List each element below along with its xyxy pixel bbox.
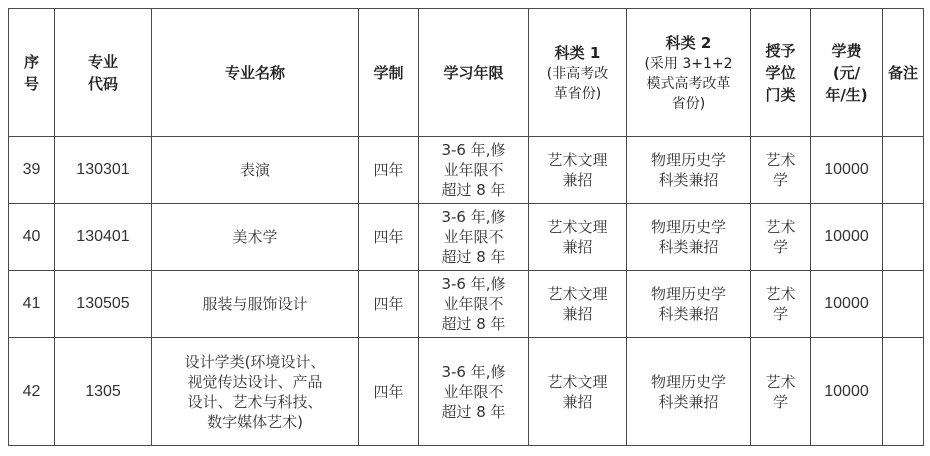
header-years: 学习年限 [419,9,529,137]
cell-remark [883,338,924,446]
table-row [9,204,924,271]
table-row [9,338,924,446]
header-category-2: 科类 2 (采用 3+1+2 模式高考改革 省份) [627,9,751,137]
header-category-1: 科类 1 (非高考改 革省份) [529,9,627,137]
header-code: 专业 代码 [55,9,152,137]
header-seq: 序 号 [9,9,55,137]
cell-fee: 10000 [811,204,883,271]
cell-category-2: 物理历史学 科类兼招 [627,204,751,271]
cell-category-2: 物理历史学 科类兼招 [627,338,751,446]
cell-fee: 10000 [811,137,883,204]
cell-category-1: 艺术文理 兼招 [529,338,627,446]
cell-seq: 41 [9,271,55,338]
cell-duration: 四年 [359,204,419,271]
header-name: 专业名称 [152,9,359,137]
cell-name: 设计学类(环境设计、 视觉传达设计、产品 设计、艺术与科技、 数字媒体艺术) [152,338,359,446]
cell-seq: 39 [9,137,55,204]
cell-degree: 艺术 学 [751,204,811,271]
cell-fee: 10000 [811,338,883,446]
cell-seq: 42 [9,338,55,446]
cell-name: 表演 [152,137,359,204]
cell-years: 3-6 年,修 业年限不 超过 8 年 [419,137,529,204]
cell-remark [883,137,924,204]
table-row [9,137,924,204]
cell-duration: 四年 [359,137,419,204]
cell-remark [883,204,924,271]
cell-degree: 艺术 学 [751,271,811,338]
cell-category-2: 物理历史学 科类兼招 [627,137,751,204]
major-enrollment-table [8,8,924,446]
cell-remark [883,271,924,338]
cell-years: 3-6 年,修 业年限不 超过 8 年 [419,338,529,446]
table-header-row [9,9,924,137]
cell-category-1: 艺术文理 兼招 [529,271,627,338]
cell-years: 3-6 年,修 业年限不 超过 8 年 [419,204,529,271]
header-degree: 授予 学位 门类 [751,9,811,137]
cell-name: 美术学 [152,204,359,271]
cell-degree: 艺术 学 [751,338,811,446]
cell-category-1: 艺术文理 兼招 [529,204,627,271]
cell-category-1: 艺术文理 兼招 [529,137,627,204]
cell-duration: 四年 [359,338,419,446]
header-category-2-note: (采用 3+1+2 模式高考改革 省份) [644,55,733,112]
cell-seq: 40 [9,204,55,271]
cell-degree: 艺术 学 [751,137,811,204]
cell-fee: 10000 [811,271,883,338]
header-category-1-note: (非高考改 革省份) [546,65,609,102]
enrollment-table-container [8,8,924,446]
cell-name: 服装与服饰设计 [152,271,359,338]
header-duration: 学制 [359,9,419,137]
cell-code: 130301 [55,137,152,204]
cell-duration: 四年 [359,271,419,338]
cell-category-2: 物理历史学 科类兼招 [627,271,751,338]
header-fee: 学费 (元/ 年/生) [811,9,883,137]
cell-code: 1305 [55,338,152,446]
cell-code: 130401 [55,204,152,271]
cell-code: 130505 [55,271,152,338]
header-remark: 备注 [883,9,924,137]
cell-years: 3-6 年,修 业年限不 超过 8 年 [419,271,529,338]
table-row [9,271,924,338]
